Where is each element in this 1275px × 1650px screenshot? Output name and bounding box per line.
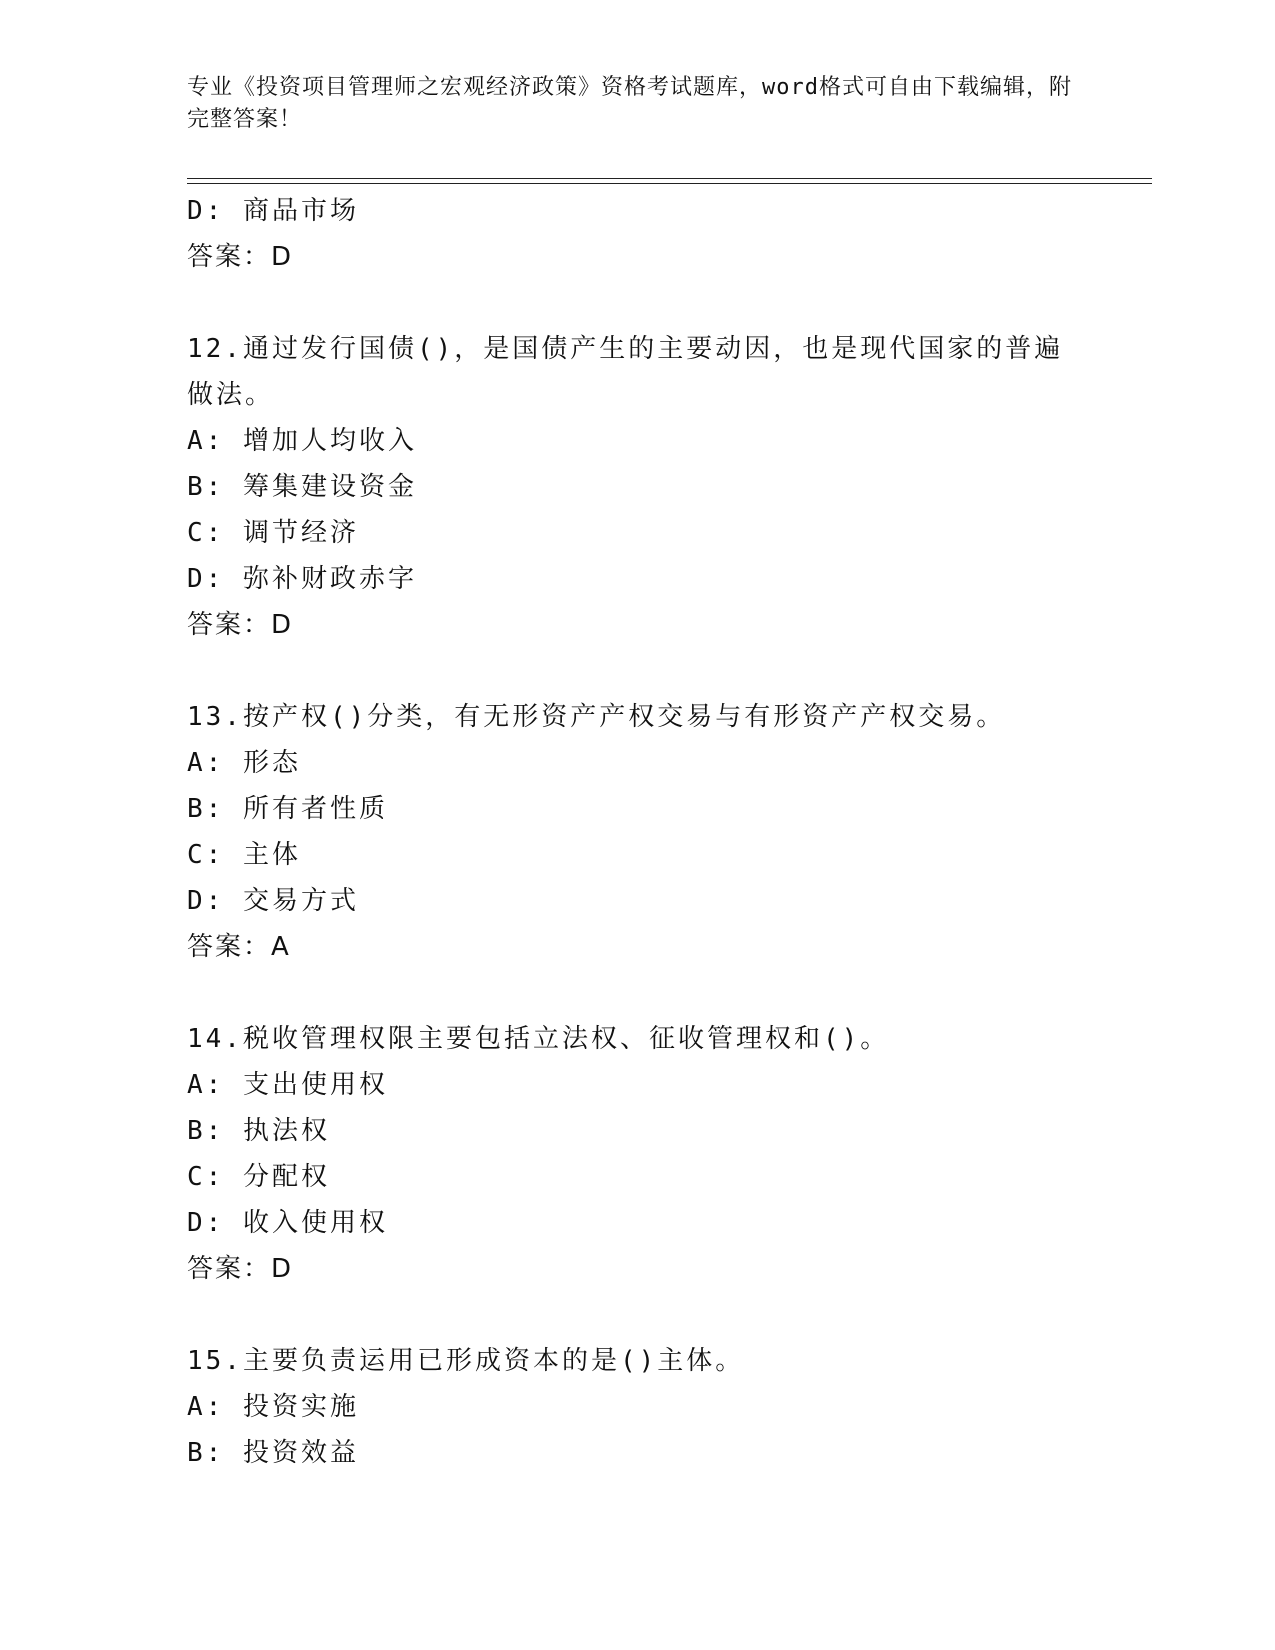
header-divider xyxy=(187,178,1152,179)
option-b: B: 所有者性质 xyxy=(187,794,388,824)
option-b: B: 投资效益 xyxy=(187,1438,359,1468)
option-a: A: 形态 xyxy=(187,748,301,778)
question-stem: 13.按产权()分类，有无形资产产权交易与有形资产产权交易。 xyxy=(187,702,1006,732)
question-15 xyxy=(187,1338,1087,1476)
header-divider-double xyxy=(187,183,1152,184)
question-stem: 14.税收管理权限主要包括立法权、征收管理权和()。 xyxy=(187,1024,890,1054)
option-a: A: 投资实施 xyxy=(187,1392,359,1422)
question-stem: 12.通过发行国债()，是国债产生的主要动因，也是现代国家的普遍做法。 xyxy=(187,334,1064,410)
option-b: B: 筹集建设资金 xyxy=(187,472,417,502)
answer: 答案：A xyxy=(187,932,291,962)
option-a: A: 增加人均收入 xyxy=(187,426,417,456)
question-list xyxy=(187,188,1087,1476)
question-stem: 15.主要负责运用已形成资本的是()主体。 xyxy=(187,1346,745,1376)
spacer xyxy=(187,1292,1087,1338)
option-b: B: 执法权 xyxy=(187,1116,330,1146)
document-header xyxy=(187,72,1087,136)
question-14 xyxy=(187,1016,1087,1292)
prev-answer: 答案：D xyxy=(187,242,294,272)
prev-option-d: D: 商品市场 xyxy=(187,196,359,226)
question-12 xyxy=(187,326,1087,648)
option-a: A: 支出使用权 xyxy=(187,1070,388,1100)
option-c: C: 主体 xyxy=(187,840,301,870)
option-d: D: 交易方式 xyxy=(187,886,359,916)
option-c: C: 调节经济 xyxy=(187,518,359,548)
option-d: D: 弥补财政赤字 xyxy=(187,564,417,594)
question-13 xyxy=(187,694,1087,970)
spacer xyxy=(187,648,1087,694)
spacer xyxy=(187,280,1087,326)
option-c: C: 分配权 xyxy=(187,1162,330,1192)
header-intro-text: 专业《投资项目管理师之宏观经济政策》资格考试题库，word格式可自由下载编辑，附完整答案！ xyxy=(187,75,1072,132)
answer: 答案：D xyxy=(187,1254,294,1284)
spacer xyxy=(187,970,1087,1016)
answer: 答案：D xyxy=(187,610,294,640)
option-d: D: 收入使用权 xyxy=(187,1208,388,1238)
